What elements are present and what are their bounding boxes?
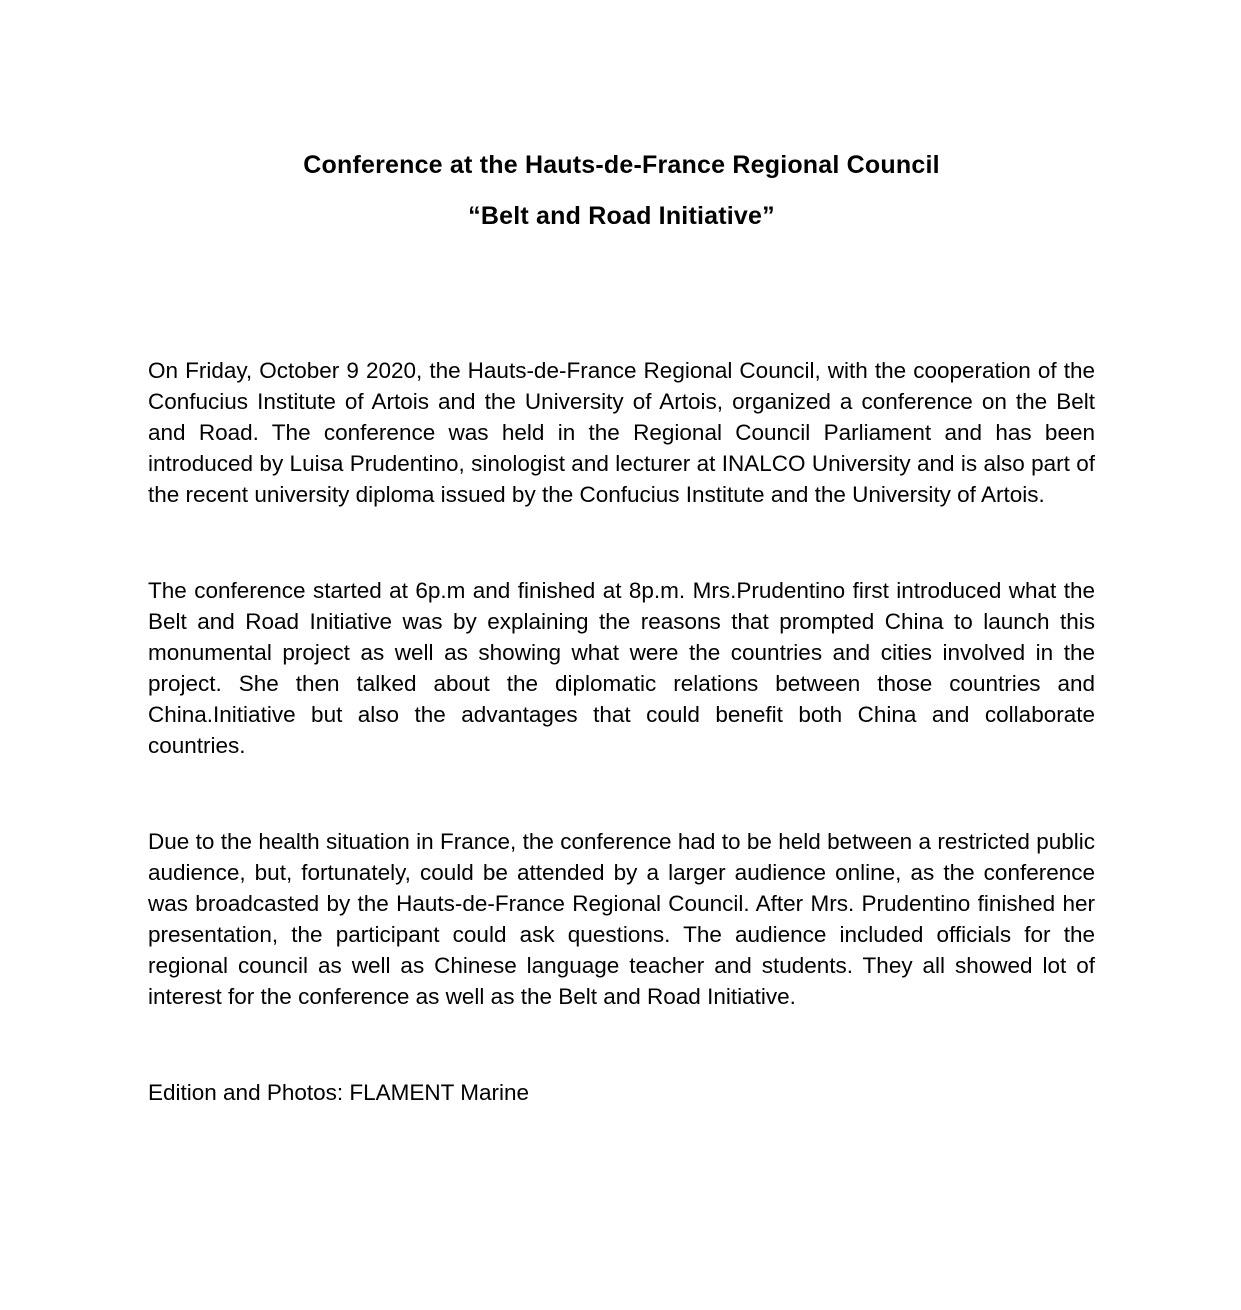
paragraph-conference-organization: On Friday, October 9 2020, the Hauts-de-France Regional Council, with the cooperation of the Confucius Institute of Artois and the University of Artois, organized a conference on the Belt and Road. The conference was held in the Regional Council Parliament and has been introduced by Luisa Prudentino, sinologist and lecturer at INALCO University and is also part of the recent university diploma issued by the Confucius Institute and the University of Artois. bbox=[148, 358, 1095, 507]
paragraph-audience-health-situation: Due to the health situation in France, the conference had to be held between a restricted public audience, but, fortunately, could be attended by a larger audience online, as the conference was broadcasted by the Hauts-de-France Regional Council. After Mrs. Prudentino finished her presentation, the participant could ask questions. The audience included officials for the regional council as well as Chinese language teacher and students. They all showed lot of interest for the conference as well as the Belt and Road Initiative. bbox=[148, 829, 1095, 1009]
paragraph-conference-content: The conference started at 6p.m and finished at 8p.m. Mrs.Prudentino first introduced what the Belt and Road Initiative was by explaining the reasons that prompted China to launch this monumental project as well as showing what were the countries and cities involved in the project. She then talked about the diplomatic relations between those countries and China.Initiative but also the advantages that could benefit both China and collaborate countries. bbox=[148, 578, 1095, 758]
document-title: Conference at the Hauts-de-France Regional Council bbox=[303, 151, 940, 179]
document-subtitle: “Belt and Road Initiative” bbox=[468, 202, 775, 230]
credits-line: Edition and Photos: FLAMENT Marine bbox=[148, 1080, 530, 1105]
